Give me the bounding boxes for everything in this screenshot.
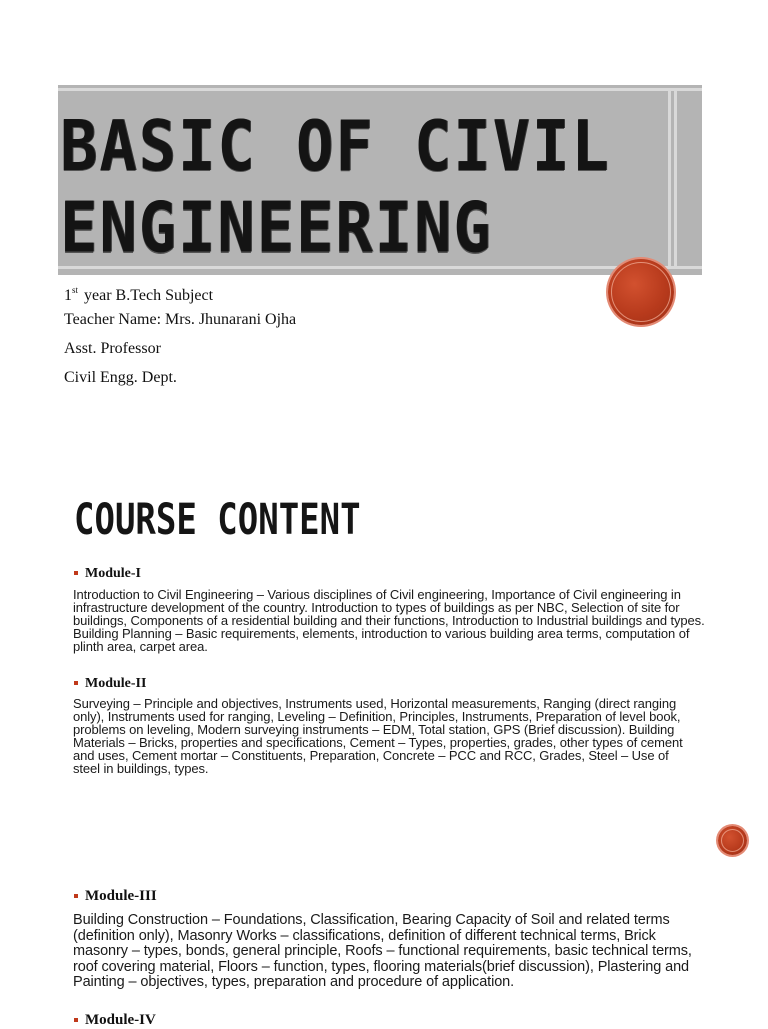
bullet-icon xyxy=(74,894,78,898)
course-year xyxy=(64,276,296,305)
title-line-1: BASIC OF CIVIL xyxy=(60,105,611,187)
module-4-heading xyxy=(74,1012,156,1029)
module-3-label: Module-III xyxy=(85,888,157,904)
bullet-icon xyxy=(74,681,78,685)
decorative-circle-icon xyxy=(608,259,674,325)
title-line-2: ENGINEERING xyxy=(60,186,493,269)
band-divider xyxy=(668,88,671,268)
module-4-label: Module-IV xyxy=(85,1012,156,1028)
department: Civil Engg. Dept. xyxy=(64,369,177,386)
bullet-icon xyxy=(74,571,78,575)
bullet-icon xyxy=(74,1018,78,1022)
title-slide xyxy=(0,0,768,460)
module-3-heading xyxy=(74,888,157,905)
year-number: 1 xyxy=(64,287,72,304)
year-suffix: st xyxy=(72,285,79,295)
module-3-text: Building Construction – Foundations, Classification, Bearing Capacity of Soil and related terms (definition only), Masonry Works – classifications, definition of different technical terms, Brick masonry – types, bonds, general principle, Roofs – functional requirements, basic technical terms, roof covering material, Floors – function, types, flooring materials(brief discussion), Plastering and Painting – objectives, types, preparation and procedure of application. xyxy=(73,912,692,991)
teacher-name: Teacher Name: Mrs. Jhunarani Ojha xyxy=(64,311,297,328)
module-2-label: Module-II xyxy=(85,676,147,691)
band-divider xyxy=(674,88,677,268)
module-2-heading xyxy=(74,676,146,692)
module-1-label: Module-I xyxy=(85,566,141,581)
band-top-line xyxy=(58,88,702,91)
course-content-title: COURSE CONTENT xyxy=(74,495,361,545)
module-1-heading xyxy=(74,566,141,582)
decorative-circle-icon xyxy=(718,826,747,855)
slide-title xyxy=(60,105,660,269)
designation: Asst. Professor xyxy=(64,340,161,357)
subtitle-info xyxy=(64,276,296,392)
module-1-text: Introduction to Civil Engineering – Various disciplines of Civil engineering, Importance of Civil engineering in infrastructure development of the country. Introduction to types of buildings as per NBC, Selection of site for buildings, Components of a residential building and their functions, Introduction to Industrial buildings and types. Building Planning – Basic requirements, elements, introduction to various building area terms, computation of plinth area, carpet area. xyxy=(73,587,705,654)
year-text: year B.Tech Subject xyxy=(80,287,214,304)
module-2-text: Surveying – Principle and objectives, Instruments used, Horizontal measurements, Ranging (direct ranging only), Instruments used for ranging, Leveling – Definition, Principles, Instruments, Preparation of level book, problems on leveling, Modern surveying instruments – EDM, Total station, GPS (Brief discussion). Building Materials – Bricks, properties and specifications, Cement – Types, properties, grades, other types of cement and uses, Cement mortar – Constituents, Preparation, Concrete – PCC and RCC, Grades, Steel – Use of steel in buildings, types. xyxy=(73,696,683,776)
